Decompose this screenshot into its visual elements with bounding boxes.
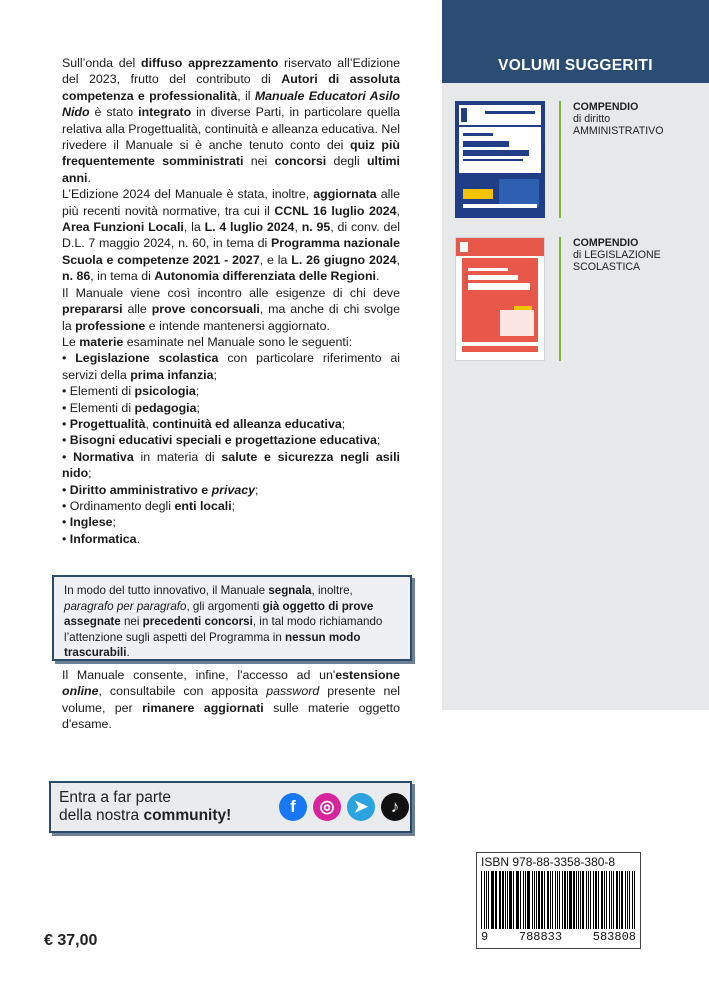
barcode-bar: [491, 871, 494, 929]
barcode-bar: [586, 871, 587, 929]
highlight-text: In modo del tutto innovativo, il Manuale segnala, inoltre, paragrafo per paragrafo, gli argomenti già oggetto di prove assegnate nei precedenti concorsi, in tal modo richiamando l’attenzione sugli aspetti del Programma in nessun modo trascurabili.: [64, 584, 383, 660]
telegram-icon[interactable]: ➤: [347, 793, 375, 821]
barcode-bar: [564, 871, 566, 929]
barcode-bar: [625, 871, 626, 929]
barcode-bar: [609, 871, 611, 929]
barcode-bar: [593, 871, 594, 929]
intro-paragraph-4: Le materie esaminate nel Manuale sono le seguenti:: [62, 334, 353, 349]
divider-line: [559, 101, 561, 218]
book-cover-art-2: [456, 238, 544, 360]
community-line-1: Entra a far parte: [59, 789, 172, 806]
barcode-bar: [580, 871, 581, 929]
subject-item: • Ordinamento degli enti locali;: [62, 498, 400, 514]
barcode-bar: [547, 871, 550, 929]
isbn-barcode: [476, 852, 641, 949]
barcode-bar: [632, 871, 633, 929]
barcode-bar: [550, 871, 551, 929]
book-cover-art-1: [455, 101, 545, 218]
description-text: [62, 55, 400, 547]
barcode-bar: [541, 871, 543, 929]
barcode-bar: [495, 871, 496, 929]
barcode-bar: [486, 871, 488, 929]
divider-line: [559, 237, 561, 361]
barcode-bar: [601, 871, 603, 929]
subject-item: • Elementi di pedagogia;: [62, 400, 400, 416]
barcode-bar: [505, 871, 506, 929]
barcode-bar: [502, 871, 504, 929]
barcode-bar: [532, 871, 533, 929]
book-cover-diritto-amministrativo[interactable]: [455, 101, 545, 218]
subjects-list: [62, 350, 400, 547]
social-icons: [279, 793, 409, 821]
barcode-bar: [525, 871, 527, 929]
barcode-bar: [496, 871, 497, 929]
barcode-bar: [509, 871, 512, 929]
subject-item: • Diritto amministrativo e privacy;: [62, 482, 400, 498]
subject-item: • Normativa in materia di salute e sicurezza negli asili nido;: [62, 449, 400, 482]
barcode-bar: [598, 871, 599, 929]
online-extension-paragraph: Il Manuale consente, infine, l'accesso ad un'estensione online, consultabile con apposita password presente nel volume, per rimanere aggiornati sulle materie oggetto d'esame.: [62, 668, 400, 732]
barcode-bar: [507, 871, 508, 929]
barcode-bar: [557, 871, 558, 929]
barcode-bar: [578, 871, 579, 929]
barcode-bar: [590, 871, 591, 929]
barcode-bar: [499, 871, 501, 929]
barcode-bar: [562, 871, 563, 929]
barcode-bars: [481, 871, 636, 929]
barcode-bar: [559, 871, 560, 929]
barcode-bar: [555, 871, 557, 929]
subject-item: • Legislazione scolastica con particolare riferimento ai servizi della prima infanzia;: [62, 350, 400, 383]
barcode-bar: [595, 871, 598, 929]
barcode-bar: [629, 871, 631, 929]
barcode-bar: [573, 871, 575, 929]
barcode-bar: [552, 871, 553, 929]
community-banner[interactable]: [49, 781, 412, 833]
barcode-bar: [513, 871, 514, 929]
book-cover-legislazione-scolastica[interactable]: [455, 237, 545, 361]
price-label: € 37,00: [44, 932, 98, 949]
barcode-bar: [527, 871, 530, 929]
barcode-bar: [613, 871, 614, 929]
barcode-bar: [520, 871, 521, 929]
barcode-bar: [517, 871, 519, 929]
barcode-bar: [567, 871, 568, 929]
highlight-box: [52, 575, 412, 661]
barcode-bar: [516, 871, 517, 929]
intro-paragraph-2: L’Edizione 2024 del Manuale è stata, inoltre, aggiornata alle più recenti novità normative, tra cui il CCNL 16 luglio 2024, Area Funzioni Locali, la L. 4 luglio 2024, n. 95, di conv. del D.L. 7 maggio 2024, n. 60, in tema di Programma nazionale Scuola e competenze 2021 - 2027, e la L. 26 giugno 2024, n. 86, in tema di Autonomia differenziata delle Regioni.: [62, 187, 401, 284]
barcode-bar: [634, 871, 635, 929]
barcode-bar: [523, 871, 524, 929]
barcode-bar: [481, 871, 482, 929]
suggested-title-2[interactable]: COMPENDIO di LEGISLAZIONE SCOLASTICA: [573, 237, 661, 274]
barcode-bar: [576, 871, 577, 929]
tiktok-icon[interactable]: ♪: [381, 793, 409, 821]
subject-item: • Elementi di psicologia;: [62, 383, 400, 399]
intro-paragraph-3: Il Manuale viene così incontro alle esigenze di chi deve prepararsi alle prove concorsuali, ma anche di chi svolge la professione e intende mantenersi aggiornato.: [62, 285, 400, 333]
instagram-icon[interactable]: ◎: [313, 793, 341, 821]
barcode-bar: [538, 871, 540, 929]
intro-paragraph-1: Sull’onda del diffuso apprezzamento riservato all’Edizione del 2023, frutto del contributo di Autori di assoluta competenza e professionalità, il Manuale Educatori Asilo Nido è stato integrato in diverse Parti, in particolare quella relativa alla Progettualità, continuità e alleanza educativa. Nel rivedere il Manuale si è anche tenuto conto dei quiz più frequentemente somministrati nei concorsi degli ultimi anni.: [62, 56, 400, 185]
suggested-title-1[interactable]: COMPENDIO di diritto AMMINISTRATIVO: [573, 101, 664, 138]
subject-item: • Informatica.: [62, 531, 400, 547]
barcode-bar: [536, 871, 537, 929]
barcode-bar: [606, 871, 607, 929]
barcode-bar: [616, 871, 619, 929]
barcode-bar: [484, 871, 485, 929]
barcode-bar: [534, 871, 535, 929]
barcode-bar: [582, 871, 584, 929]
community-line-2: della nostra community!: [59, 807, 232, 824]
subject-item: • Inglese;: [62, 514, 400, 530]
community-text: [59, 789, 279, 825]
panel-header: VOLUMI SUGGERITI: [442, 0, 709, 83]
barcode-bar: [544, 871, 545, 929]
barcode-bar: [619, 871, 620, 929]
barcode-bar: [488, 871, 489, 929]
ean-digits: 9 788833 583808: [481, 930, 636, 944]
facebook-icon[interactable]: f: [279, 793, 307, 821]
subject-item: • Progettualità, continuità ed alleanza educativa;: [62, 416, 400, 432]
isbn-number: ISBN 978-88-3358-380-8: [481, 855, 616, 869]
subject-item: • Bisogni educativi speciali e progettazione educativa;: [62, 432, 400, 448]
barcode-bar: [569, 871, 572, 929]
barcode-bar: [611, 871, 612, 929]
barcode-bar: [621, 871, 623, 929]
barcode-bar: [627, 871, 628, 929]
barcode-bar: [604, 871, 605, 929]
barcode-bar: [588, 871, 590, 929]
